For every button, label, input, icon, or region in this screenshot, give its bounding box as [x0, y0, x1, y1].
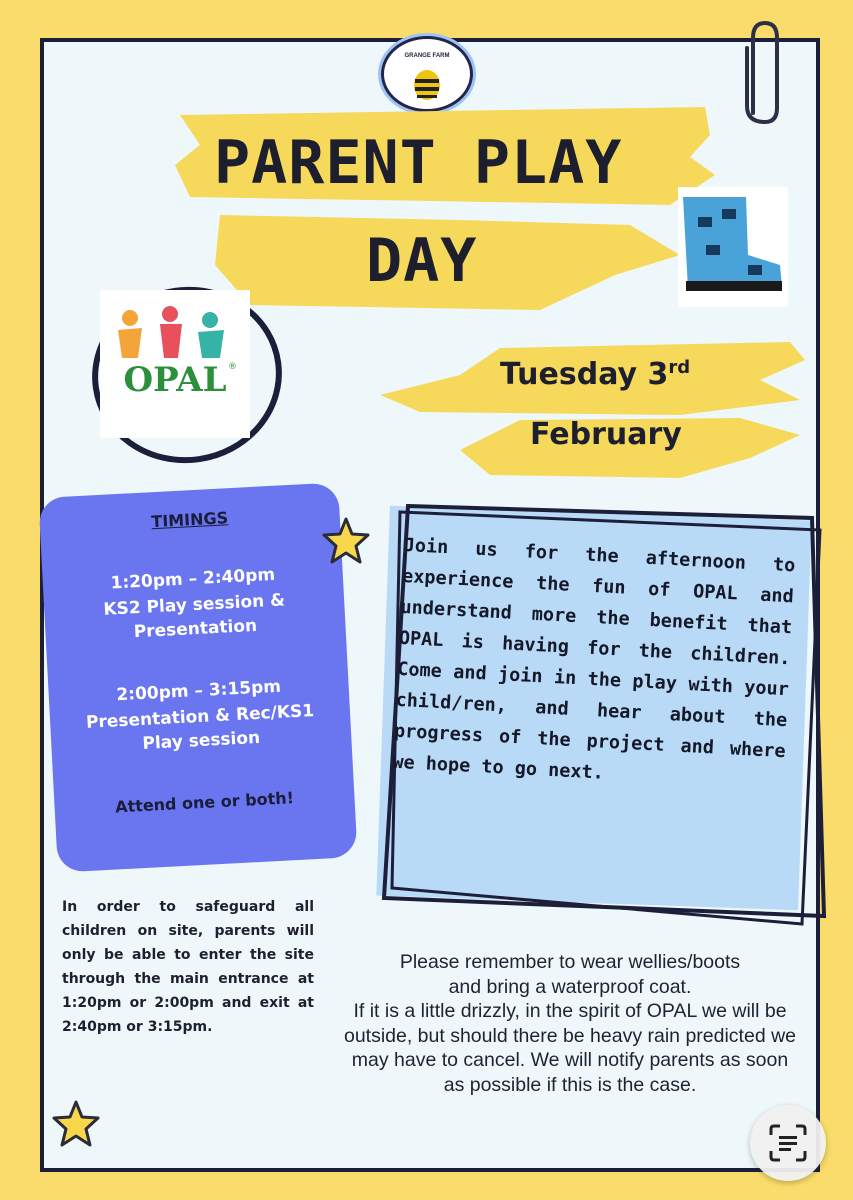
children-playing-icon — [108, 300, 238, 362]
opal-logo-word: OPAL — [123, 360, 227, 400]
star-icon — [50, 1098, 102, 1150]
school-logo — [381, 36, 473, 112]
wellie-boot-image — [678, 187, 788, 307]
reminder-line-1: Please remember to wear wellies/boots — [399, 951, 741, 973]
scan-text-button[interactable] — [750, 1105, 826, 1181]
bee-icon — [407, 63, 447, 103]
registered-mark: ® — [228, 362, 237, 372]
reminder-text — [340, 950, 800, 1097]
session1-desc: KS2 Play session & Presentation — [102, 590, 286, 643]
reminder-line-3: If it is a little drizzly, in the spirit of OPAL we will be outside, but should there be heavy rain predicted we may have to cancel. We will notify parents as soon as possible if this is the case. — [343, 1000, 797, 1096]
scan-text-icon — [768, 1123, 808, 1163]
attend-note: Attend one or both! — [114, 788, 295, 817]
boot-icon — [678, 187, 788, 307]
timings-card — [38, 482, 357, 872]
star-icon — [320, 515, 372, 567]
opal-logo — [100, 290, 250, 438]
session1-time: 1:20pm – 2:40pm — [110, 564, 276, 594]
paperclip-icon — [733, 18, 783, 128]
date-day — [500, 357, 690, 392]
session2-time: 2:00pm – 3:15pm — [115, 676, 282, 706]
date-day-text: Tuesday 3 — [500, 357, 669, 392]
session2-desc: Presentation & Rec/KS1 Play session — [85, 700, 315, 754]
title-line-2: DAY — [366, 226, 478, 296]
title-line-1: PARENT PLAY — [214, 128, 623, 198]
info-text: Join us for the afternoon to experience the fun of OPAL and understand more the benefit that OPAL is having for the children. Come and join in the play with your child/ren, and hear about the progress of the project and where we hope to go next. — [391, 534, 796, 784]
date-month: February — [530, 417, 682, 452]
school-logo-text: GRANGE FARM — [404, 53, 450, 59]
safeguarding-note: In order to safeguard all children on site, parents will only be able to enter the site through the main entrance at 1:20pm or 2:00pm and exit at 2:40pm or 3:15pm. — [62, 899, 314, 1035]
reminder-line-2: and bring a waterproof coat. — [448, 975, 692, 998]
date-suffix: rd — [668, 357, 691, 378]
timings-heading: TIMINGS — [150, 508, 229, 532]
